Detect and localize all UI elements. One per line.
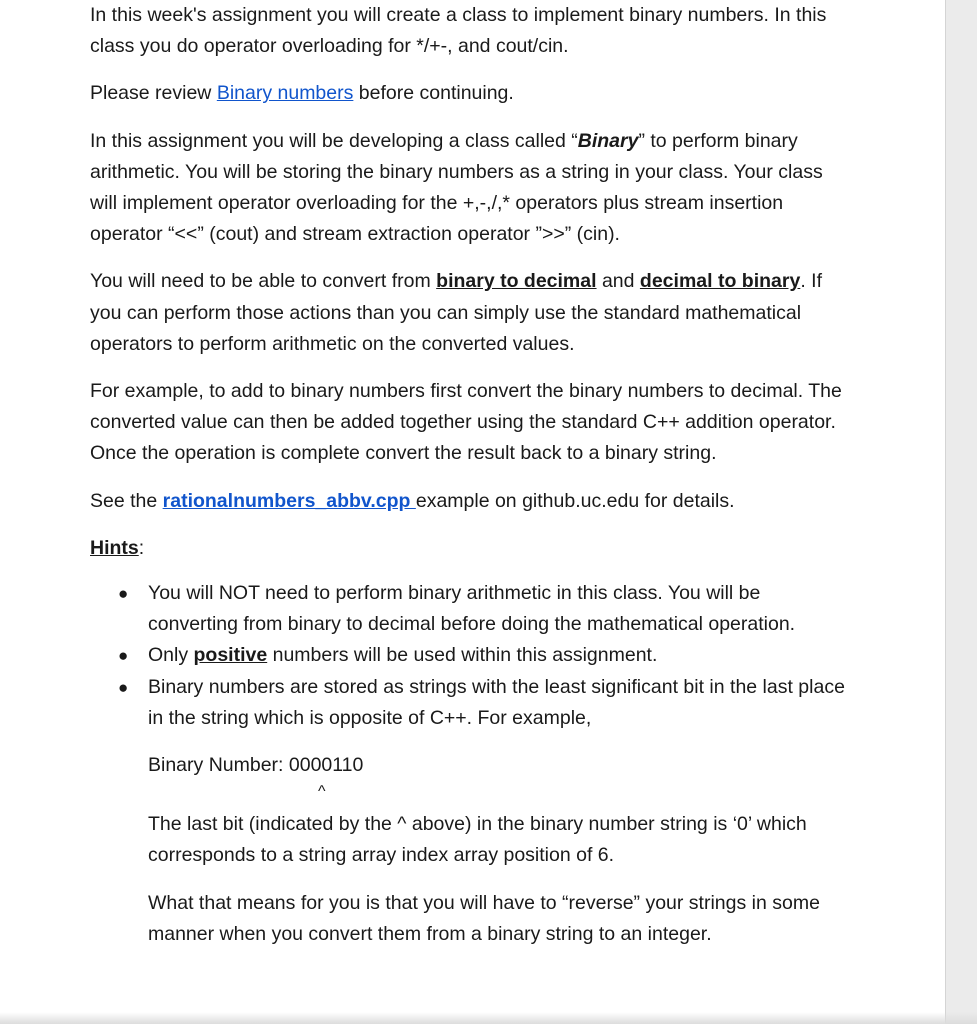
conversion-text-post: . If you can perform those actions than you can simply use the standard mathematical operators to perform arithmetic on the converted values. xyxy=(90,270,822,355)
hints-heading xyxy=(90,533,850,564)
list-item xyxy=(118,640,850,671)
hint2-pre: Only xyxy=(148,644,194,667)
binary-numbers-link[interactable]: Binary numbers xyxy=(216,82,354,105)
binary-to-decimal-emphasis: binary to decimal xyxy=(436,270,597,293)
caret-marker: ^ xyxy=(318,783,326,801)
bullet-icon: ● xyxy=(118,584,129,604)
hint-no-binary-arithmetic: You will NOT need to perform binary arithmetic in this class. You will be converting from binary to decimal before doing the mathematical operation. xyxy=(148,582,796,636)
decimal-to-binary-emphasis: decimal to binary xyxy=(639,270,801,293)
reverse-paragraph: What that means for you is that you will have to “reverse” your strings in some manner when you convert them from a binary string to an integer. xyxy=(148,891,820,945)
github-paragraph xyxy=(90,486,850,517)
positive-emphasis: positive xyxy=(193,644,268,667)
hints-label: Hints xyxy=(90,536,139,559)
review-paragraph xyxy=(90,78,850,109)
document-body xyxy=(90,0,850,950)
conversion-paragraph xyxy=(90,266,850,360)
list-item xyxy=(118,578,850,640)
review-text-pre: Please review xyxy=(90,82,217,105)
review-text-post: before continuing. xyxy=(353,82,514,105)
hint2-post: numbers will be used within this assignment. xyxy=(267,644,658,667)
conversion-text-mid: and xyxy=(596,270,640,293)
hints-list xyxy=(90,578,850,734)
class-text-pre: In this assignment you will be developing a class called “ xyxy=(90,129,578,152)
list-item xyxy=(118,672,850,734)
example-paragraph: For example, to add to binary numbers first convert the binary numbers to decimal. The converted value can then be added together using the standard C++ addition operator. Once the operation is complete convert the result back to a binary string. xyxy=(90,380,842,465)
class-description-paragraph xyxy=(90,126,850,251)
hints-colon: : xyxy=(138,536,145,559)
hint-string-storage: Binary numbers are stored as strings with the least significant bit in the last place in the string which is opposite of C++. For example, xyxy=(148,675,845,729)
bullet-icon: ● xyxy=(118,646,129,666)
github-text-pre: See the xyxy=(90,489,163,512)
page-bottom-edge xyxy=(0,1012,977,1024)
github-text-post: example on github.uc.edu for details. xyxy=(415,489,735,512)
rationalnumbers-link[interactable]: rationalnumbers_abbv.cpp xyxy=(162,489,416,512)
bullet-icon: ● xyxy=(118,677,129,697)
conversion-text-pre: You will need to be able to convert from xyxy=(90,270,437,293)
class-text-post: ” to perform binary arithmetic. You will be storing the binary numbers as a string in your class. Your class will implement operator overloading for the +,-,/,* operators plus stream insertion operator “<<” (cout) and stream extraction operator ”>>” (cin). xyxy=(90,129,823,246)
last-bit-paragraph: The last bit (indicated by the ^ above) in the binary number string is ‘0’ which corresponds to a string array index array position of 6. xyxy=(148,813,807,867)
binary-number-example: Binary Number: 0000110 xyxy=(148,754,364,777)
intro-paragraph: In this week's assignment you will create a class to implement binary numbers. In this class you do operator overloading for */+-, and cout/cin. xyxy=(90,4,827,58)
class-name-binary: Binary xyxy=(577,129,639,152)
